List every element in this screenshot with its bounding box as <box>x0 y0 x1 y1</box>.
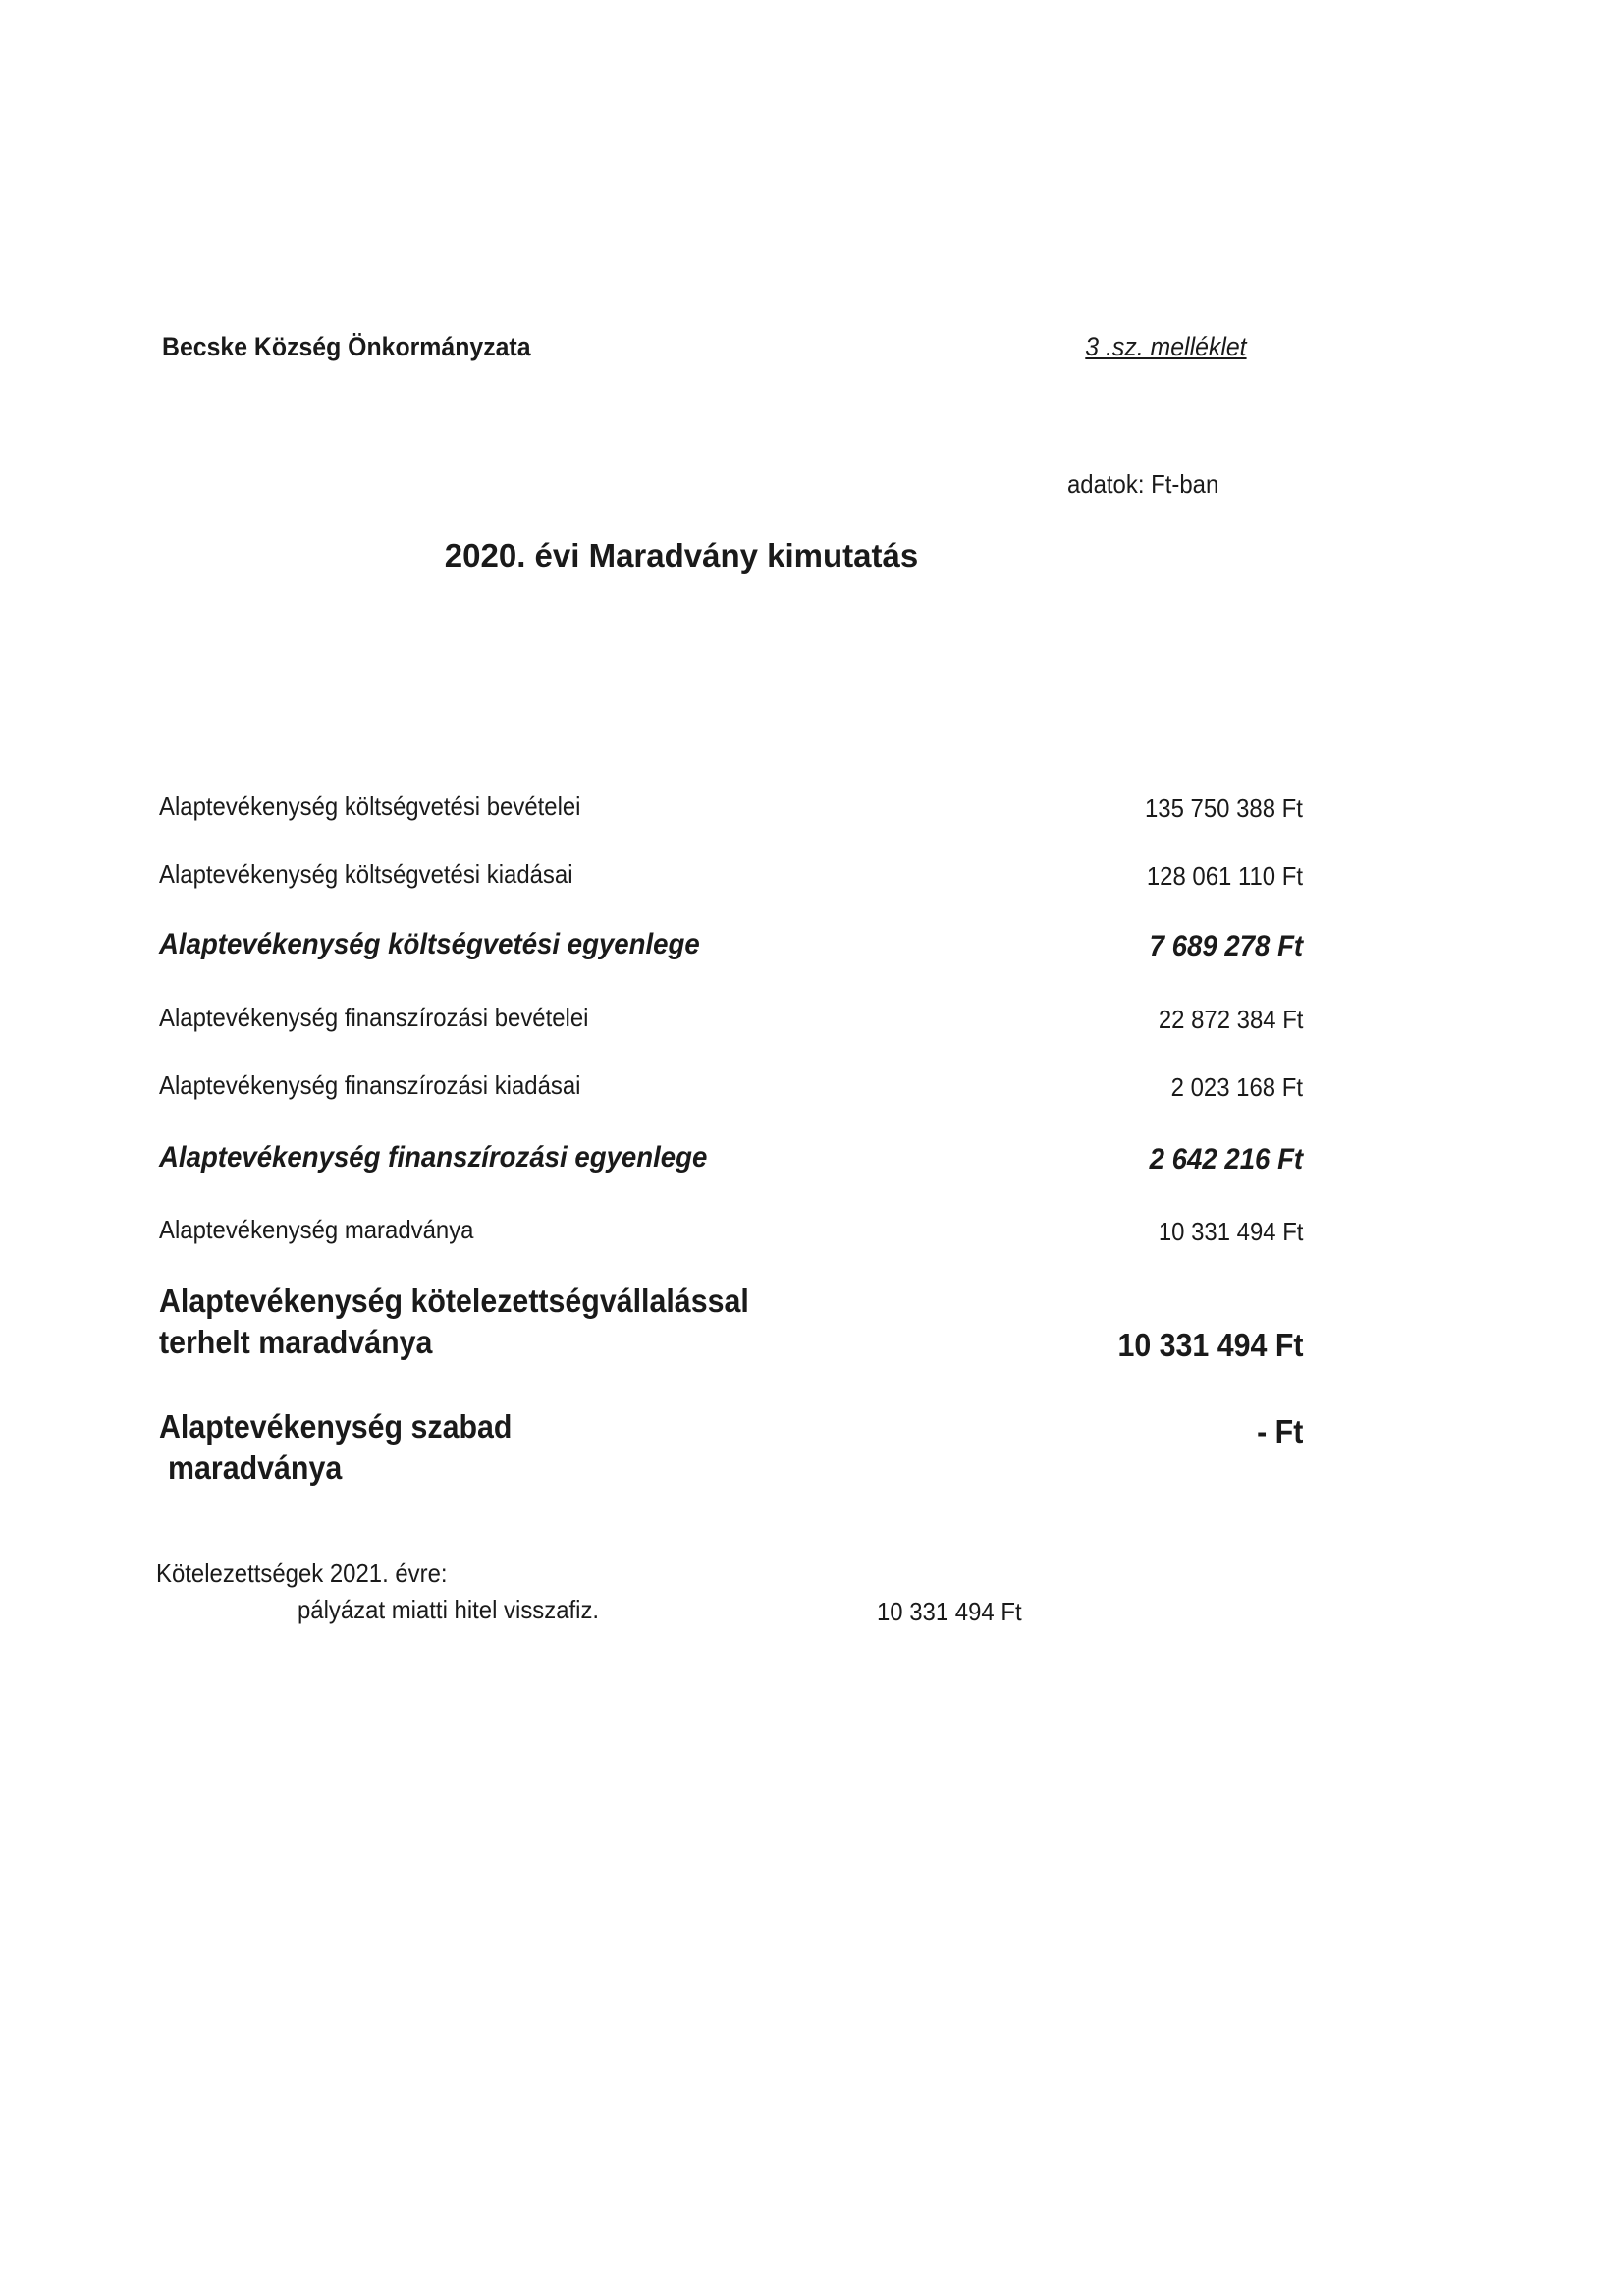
committed-label-line1: Alaptevékenység kötelezettségvállalással <box>159 1283 749 1319</box>
free-label-line2: maradványa <box>168 1449 343 1486</box>
obligation-item-label: pályázat miatti hitel visszafiz. <box>298 1595 600 1624</box>
row-value-subtotal: 2 642 216 Ft <box>1149 1143 1303 1175</box>
row-value: 10 331 494 Ft <box>1158 1217 1303 1246</box>
row-value: 128 061 110 Ft <box>1146 861 1303 891</box>
organization-name: Becske Község Önkormányzata <box>162 332 531 361</box>
annex-label: 3 .sz. melléklet <box>1085 332 1247 361</box>
row-label: Alaptevékenység finanszírozási bevételei <box>159 1003 589 1032</box>
free-value: - Ft <box>1256 1413 1303 1449</box>
committed-label-line2: terhelt maradványa <box>159 1324 433 1360</box>
document-title: 2020. évi Maradvány kimutatás <box>444 537 919 574</box>
row-label-subtotal: Alaptevékenység költségvetési egyenlege <box>159 928 700 960</box>
row-value-subtotal: 7 689 278 Ft <box>1149 930 1303 962</box>
unit-note: adatok: Ft-ban <box>1067 469 1219 499</box>
row-label: Alaptevékenység maradványa <box>159 1215 474 1244</box>
row-label-subtotal: Alaptevékenység finanszírozási egyenlege <box>159 1141 708 1174</box>
row-value: 2 023 168 Ft <box>1170 1072 1303 1102</box>
row-label: Alaptevékenység költségvetési bevételei <box>159 792 581 821</box>
obligation-item-value: 10 331 494 Ft <box>877 1597 1022 1626</box>
row-label: Alaptevékenység költségvetési kiadásai <box>159 859 573 889</box>
row-label: Alaptevékenység finanszírozási kiadásai <box>159 1070 581 1100</box>
obligations-heading: Kötelezettségek 2021. évre: <box>156 1558 448 1588</box>
row-value: 22 872 384 Ft <box>1158 1005 1303 1034</box>
row-value: 135 750 388 Ft <box>1145 793 1303 823</box>
free-label-line1: Alaptevékenység szabad <box>159 1408 513 1445</box>
committed-value: 10 331 494 Ft <box>1116 1327 1303 1363</box>
